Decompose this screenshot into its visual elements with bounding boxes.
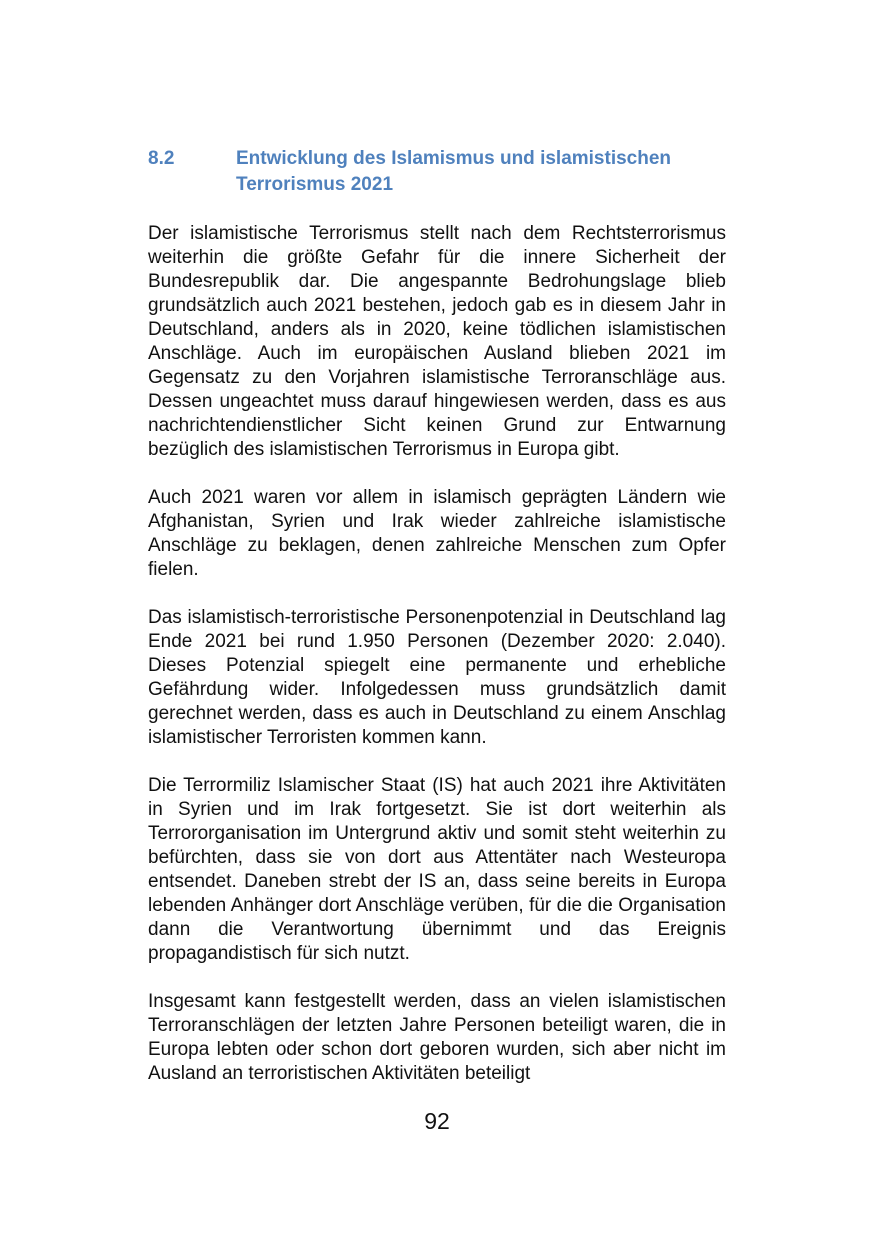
section-number: 8.2 xyxy=(148,148,175,169)
paragraph-5: Insgesamt kann festgestellt werden, dass an vielen islamistischen Terroranschlägen der letzten Jahre Personen beteiligt waren, die in Europa lebten oder schon dort geboren wurden, sich aber nicht im Ausland an terroristischen Aktivitäten beteiligt xyxy=(148,991,726,1084)
document-page xyxy=(148,146,726,1086)
section-heading xyxy=(148,146,726,198)
page-number: 92 xyxy=(424,1108,450,1134)
paragraph-4: Die Terrormiliz Islamischer Staat (IS) hat auch 2021 ihre Aktivitäten in Syrien und im Irak fortgesetzt. Sie ist dort weiterhin als Terrororganisation im Untergrund aktiv und somit steht weiterhin zu befürchten, dass sie von dort aus Attentäter nach Westeuropa entsendet. Daneben strebt der IS an, dass seine bereits in Europa lebenden Anhänger dort Anschläge verüben, für die die Organisation dann die Verantwortung übernimmt und das Ereignis propagandistisch für sich nutzt. xyxy=(148,775,726,964)
paragraph-2: Auch 2021 waren vor allem in islamisch geprägten Ländern wie Afghanistan, Syrien und Irak wieder zahlreiche islamistische Anschläge zu beklagen, denen zahlreiche Menschen zum Opfer fielen. xyxy=(148,487,726,580)
section-title: Entwicklung des Islamismus und islamistischen Terrorismus 2021 xyxy=(236,148,672,195)
paragraph-3: Das islamistisch-terroristische Personenpotenzial in Deutschland lag Ende 2021 bei rund 1.950 Personen (Dezember 2020: 2.040). Dieses Potenzial spiegelt eine permanente und erhebliche Gefährdung wider. Infolgedessen muss grundsätzlich damit gerechnet werden, dass es auch in Deutschland zu einem Anschlag islamistischer Terroristen kommen kann. xyxy=(148,607,726,748)
paragraph-1: Der islamistische Terrorismus stellt nach dem Rechtsterrorismus weiterhin die größte Gefahr für die innere Sicherheit der Bundesrepublik dar. Die angespannte Bedrohungslage blieb grundsätzlich auch 2021 bestehen, jedoch gab es in diesem Jahr in Deutschland, anders als in 2020, keine tödlichen islamistischen Anschläge. Auch im europäischen Ausland blieben 2021 im Gegensatz zu den Vorjahren islamistische Terroranschläge aus. Dessen ungeachtet muss darauf hingewiesen werden, dass es aus nachrichtendienstlicher Sicht keinen Grund zur Entwarnung bezüglich des islamistischen Terrorismus in Europa gibt. xyxy=(148,223,726,460)
